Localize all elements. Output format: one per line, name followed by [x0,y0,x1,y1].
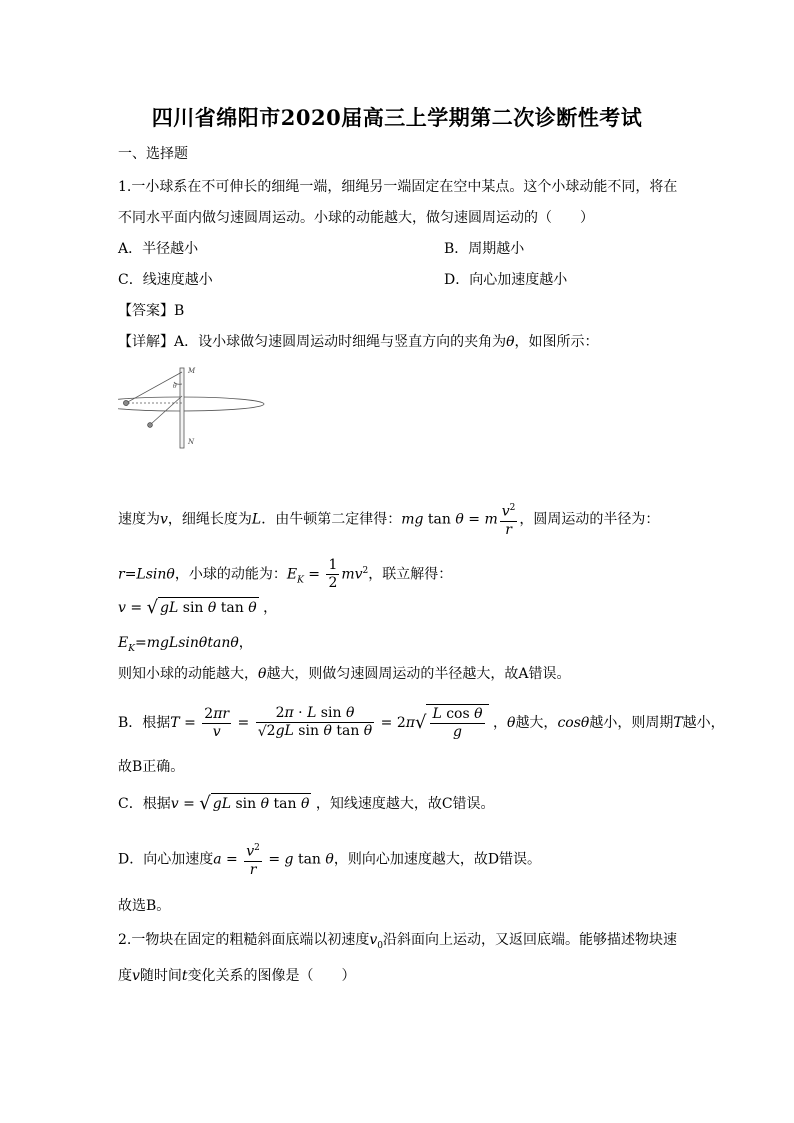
q1-detail-intro-tail: ，如图所示： [514,334,599,350]
q1-part-c-line: C．根据v = √ gL sin θ tan θ ，知线速度越大，故C错误。 [118,793,495,814]
q1-conclusion-b: 故B正确。 [118,759,185,775]
q1-radius-energy-line: r=Lsinθ，小球的动能为：$E_K$ = $\frac{1}{2}$ $mv^2$，联立解得： [118,557,453,592]
section-heading: 一、选择题 [118,146,188,162]
q1-detail-intro-text: 【详解】A．设小球做匀速圆周运动时细绳与竖直方向的夹角为 [118,334,507,350]
q1-answer: 【答案】B [118,303,185,319]
q1-option-a: A．半径越小 [118,241,199,257]
q1-velocity-result: v = √ gL sin θ tan θ ， [118,597,278,618]
ball-upper [123,400,128,405]
conical-pendulum-figure [118,356,268,452]
page-title: 四川省绵阳市2020届高三上学期第二次诊断性考试 [151,105,643,130]
ball-lower [148,423,153,428]
q1-stem-line-1: 1.一小球系在不可伸长的细绳一端，细绳另一端固定在空中某点。这个小球动能不同，将在 [118,179,678,195]
label-n: N [188,438,195,446]
q1-final-choice: 故选B。 [118,898,171,914]
q1-conclusion-a: 则知小球的动能越大，θ越大，则做匀速圆周运动的半径越大，故A错误。 [118,666,571,682]
label-theta: θ [173,383,177,390]
q1-option-d: D．向心加速度越小 [444,272,568,288]
q1-stem-line-2: 不同水平面内做匀速圆周运动。小球的动能越大，做匀速圆周运动的（ ） [118,210,594,226]
q1-part-d-line: D．向心加速度a = $\frac{v^2}{r}$ = g tan θ，则向心加速度越大，故D错误。 [118,840,541,879]
vertical-rod [180,368,184,448]
label-m: M [188,367,196,375]
string-lower [151,396,182,424]
q1-detail-intro [118,332,599,352]
q1-option-b: B．周期越小 [444,241,525,257]
q2-stem-line-1: 2.一物块在固定的粗糙斜面底端以初速度$v_0$沿斜面向上运动，又返回底端。能够描述物块速 [118,932,678,951]
q1-newton-line: 速度为v，细绳长度为L．由牛顿第二定律得：mg tan θ = m $\frac{v^2}{r}$ ，圆周运动的半径为： [118,500,659,539]
q1-option-c: C．线速度越小 [118,272,213,288]
q2-stem-line-2: 度v随时间t变化关系的图像是（ ） [118,968,356,984]
q1-part-b-line: B．根据T = $\frac{2\pi r}{v}$ = $\frac{\text{2π · L sin θ}}{\text{√2gL sin θ tan θ}}$ = 2π√ $\frac{\text{L cos θ}}{g}$ ，θ越大，cosθ越小，则周期T越小， [118,705,725,740]
orbit-ellipse [118,397,264,411]
theta-symbol: θ [506,334,515,350]
q1-energy-result: $E_K=mgLsin\theta\tan\theta$， [118,635,253,654]
